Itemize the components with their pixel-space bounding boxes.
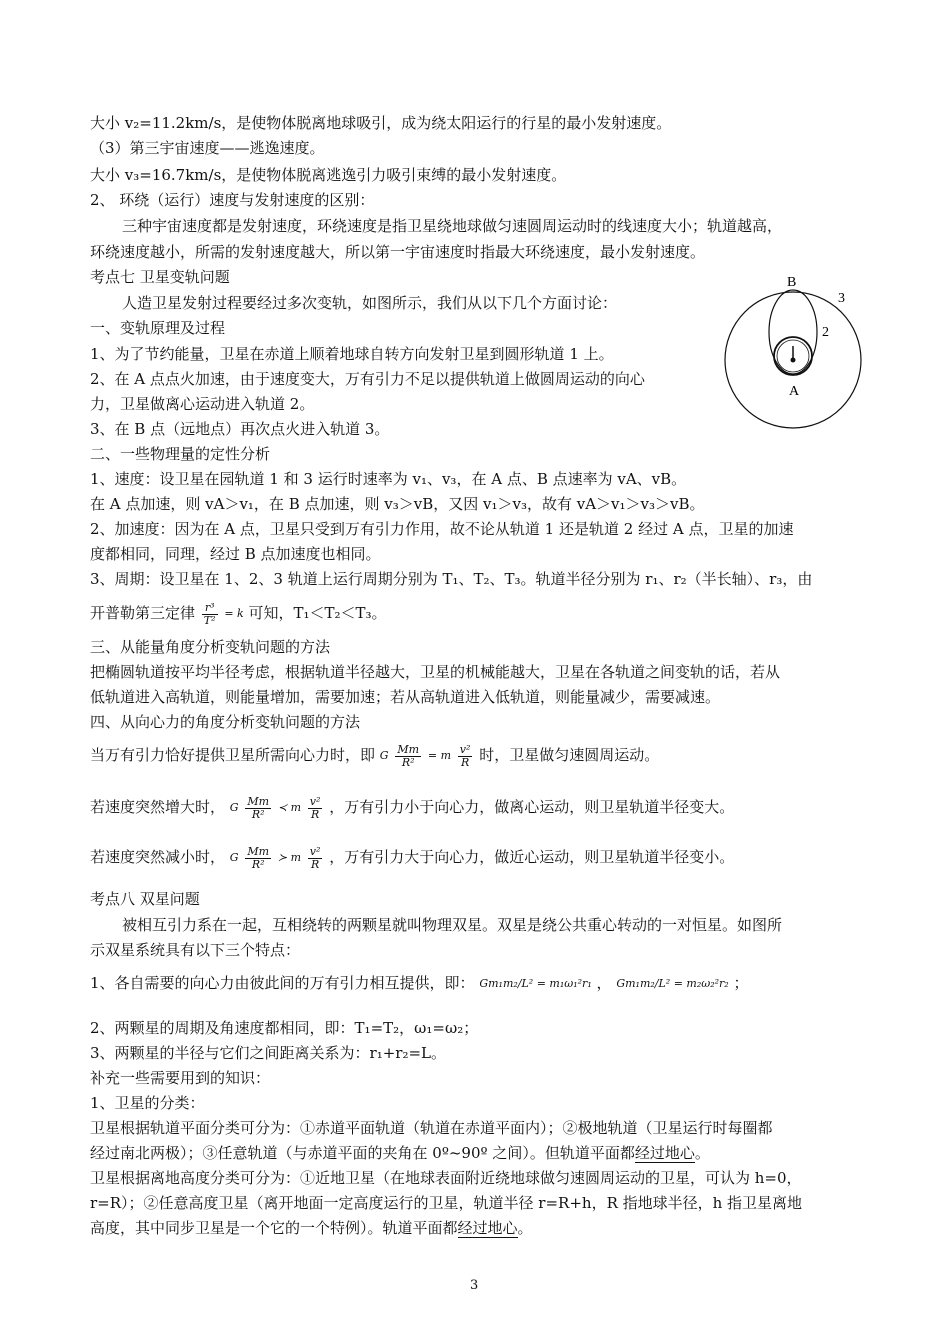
formula-G: G xyxy=(229,851,239,864)
fraction-denominator: R² xyxy=(251,857,265,871)
label-B: B xyxy=(787,275,797,290)
text-line: 补充一些需要用到的知识： xyxy=(90,1069,271,1087)
text-line: 示双星系统具有以下三个特点： xyxy=(90,941,301,959)
earth-center-dot xyxy=(791,358,796,363)
text-span: 高度，其中同步卫星是一个它的一个特例）。轨道平面都 xyxy=(90,1219,458,1237)
binary-formula-2: Gm₁m₂/L² = m₂ω₂²r₂ xyxy=(616,977,729,990)
text-line: 卫星根据轨道平面分类可分为：①赤道平面轨道（轨道在赤道平面内）；②极地轨道（卫星运行时每圈都 xyxy=(90,1119,773,1137)
text-line: 力，卫星做离心运动进入轨道 2。 xyxy=(90,395,315,413)
speed-decrease-line xyxy=(90,840,734,875)
fraction-denominator: R xyxy=(310,857,320,871)
text-line: 1、为了节约能量，卫星在赤道上顺着地球自转方向发射卫星到圆形轨道 1 上。 xyxy=(90,345,614,363)
gravity-fraction xyxy=(245,846,271,871)
text-line: 被相互引力系在一起，互相绕转的两颗星就叫物理双星。双星是绕公共重心转动的一对恒星。如图所 xyxy=(122,916,783,934)
underlined-text: 经过地心 xyxy=(634,1144,695,1162)
text-line: 3、两颗星的半径与它们之间距离关系为：r₁+r₂=L。 xyxy=(90,1044,447,1062)
text-span: ，万有引力大于向心力，做近心运动，则卫星轨道半径变小。 xyxy=(329,848,735,866)
centripetal-fraction xyxy=(308,796,323,821)
formula-end: ； xyxy=(733,974,749,992)
section-heading: 1、卫星的分类： xyxy=(90,1094,205,1112)
text-line: 度都相同，同理，经过 B 点加速度也相同。 xyxy=(90,545,381,563)
text-line: 在 A 点加速，则 vA＞v₁，在 B 点加速，则 v₃＞vB，又因 v₁＞v₃，故有 vA＞v₁＞v₃＞vB。 xyxy=(90,495,705,513)
page-number: 3 xyxy=(470,1278,479,1293)
fraction-denominator: T² xyxy=(203,613,216,627)
fraction-denominator: R xyxy=(460,755,470,769)
text-line: 1、速度：设卫星在园轨道 1 和 3 运行时速率为 v₁、v₃，在 A 点、B 点速率为 vA、vB。 xyxy=(90,470,687,488)
text-line: 大小 v₂=11.2km/s，是使物体脱离地球吸引，成为绕太阳运行的行星的最小发射速度。 xyxy=(90,114,672,132)
text-span: 时，卫星做匀速圆周运动。 xyxy=(479,746,660,764)
orbit-diagram xyxy=(722,272,872,432)
section-heading: 二、一些物理量的定性分析 xyxy=(90,445,271,463)
centripetal-fraction xyxy=(458,744,473,769)
formula-separator: ， xyxy=(596,974,612,992)
text-line: 2、两颗星的周期及角速度都相同，即：T₁=T₂，ω₁=ω₂； xyxy=(90,1019,479,1037)
label-orbit-3: 3 xyxy=(838,291,845,306)
centripetal-fraction xyxy=(308,846,323,871)
text-line: 把椭圆轨道按平均半径考虑，根据轨道半径越大，卫星的机械能越大，卫星在各轨道之间变轨的话，若从 xyxy=(90,663,781,681)
formula-relation: ≻ m xyxy=(277,851,302,864)
fraction-denominator: R² xyxy=(251,807,265,821)
text-span: 当万有引力恰好提供卫星所需向心力时，即 xyxy=(90,746,376,764)
formula-relation: ≺ m xyxy=(277,801,302,814)
text-line: r=R）；②任意高度卫星（离开地面一定高度运行的卫星，轨道半径 r=R+h，R 指地球半径，h 指卫星离地 xyxy=(90,1194,803,1212)
text-line: 三种宇宙速度都是发射速度，环绕速度是指卫星绕地球做匀速圆周运动时的线速度大小；轨道越高， xyxy=(122,217,783,235)
text-span: 开普勒第三定律 xyxy=(90,604,196,622)
speed-increase-line xyxy=(90,790,734,825)
fraction-numerator: Mm xyxy=(247,844,270,858)
text-span: 。 xyxy=(694,1144,710,1162)
text-span: 1、各自需要的向心力由彼此间的万有引力相互提供，即： xyxy=(90,974,475,992)
section-heading: 考点七 卫星变轨问题 xyxy=(90,268,230,286)
fraction-numerator: r³ xyxy=(202,602,218,615)
text-span: 若速度突然减小时， xyxy=(90,848,226,866)
text-line xyxy=(90,1217,533,1239)
text-line: 卫星根据离地高度分类可分为：①近地卫星（在地球表面附近绕地球做匀速圆周运动的卫星，可认为 h=0， xyxy=(90,1169,802,1187)
formula-relation: = m xyxy=(427,749,452,762)
force-balance-line xyxy=(90,738,659,773)
formula-G: G xyxy=(229,801,239,814)
fraction-numerator: v² xyxy=(459,742,471,756)
formula-G: G xyxy=(379,749,389,762)
fraction-denominator: R xyxy=(310,807,320,821)
section-heading: 四、从向心力的角度分析变轨问题的方法 xyxy=(90,713,361,731)
gravity-fraction xyxy=(395,744,421,769)
text-line: 3、在 B 点（远地点）再次点火进入轨道 3。 xyxy=(90,420,390,438)
text-span: 经过南北两极）；③任意轨道（与赤道平面的夹角在 0º~90º 之间）。但轨道平面都 xyxy=(90,1144,635,1162)
text-line: 大小 v₃=16.7km/s，是使物体脱离逃逸引力吸引束缚的最小发射速度。 xyxy=(90,166,567,184)
fraction-numerator: v² xyxy=(309,844,321,858)
text-span: 可知，T₁＜T₂＜T₃。 xyxy=(248,604,387,622)
fraction-numerator: v² xyxy=(309,794,321,808)
section-heading: 考点八 双星问题 xyxy=(90,890,200,908)
text-line: 2、加速度：因为在 A 点，卫星只受到万有引力作用，故不论从轨道 1 还是轨道 2 经过 A 点，卫星的加速 xyxy=(90,520,794,538)
label-orbit-2: 2 xyxy=(822,325,829,340)
kepler-fraction xyxy=(202,602,218,627)
text-line: 环绕速度越小，所需的发射速度越大，所以第一宇宙速度时指最大环绕速度，最小发射速度。 xyxy=(90,243,706,261)
text-line: 2、在 A 点点火加速，由于速度变大，万有引力不足以提供轨道上做圆周运动的向心 xyxy=(90,370,645,388)
underlined-text: 经过地心 xyxy=(457,1219,518,1237)
text-line: 3、周期：设卫星在 1、2、3 轨道上运行周期分别为 T₁、T₂、T₃。轨道半径分别为 r₁、r₂（半长轴）、r₃，由 xyxy=(90,570,813,588)
section-heading: 2、 环绕（运行）速度与发射速度的区别： xyxy=(90,191,375,209)
gravity-fraction xyxy=(245,796,271,821)
fraction-denominator: R² xyxy=(401,755,415,769)
text-span: 。 xyxy=(517,1219,533,1237)
kepler-line xyxy=(90,598,387,629)
fraction-numerator: Mm xyxy=(247,794,270,808)
section-heading: 一、变轨原理及过程 xyxy=(90,319,226,337)
text-span: 若速度突然增大时， xyxy=(90,798,226,816)
fraction-numerator: Mm xyxy=(397,742,420,756)
label-A: A xyxy=(789,384,800,399)
binary-formula-1: Gm₁m₂/L² = m₁ω₁²r₁ xyxy=(479,977,592,990)
section-heading: 三、从能量角度分析变轨问题的方法 xyxy=(90,638,331,656)
text-line: 低轨道进入高轨道，则能量增加，需要加速；若从高轨道进入低轨道，则能量减少，需要减速。 xyxy=(90,688,721,706)
text-line xyxy=(90,1142,710,1164)
text-line: （3）第三宇宙速度——逃逸速度。 xyxy=(90,139,325,157)
formula-rhs: = k xyxy=(224,607,244,620)
binary-force-line xyxy=(90,968,749,999)
text-span: ，万有引力小于向心力，做离心运动，则卫星轨道半径变大。 xyxy=(329,798,735,816)
text-line: 人造卫星发射过程要经过多次变轨，如图所示，我们从以下几个方面讨论： xyxy=(122,294,618,312)
